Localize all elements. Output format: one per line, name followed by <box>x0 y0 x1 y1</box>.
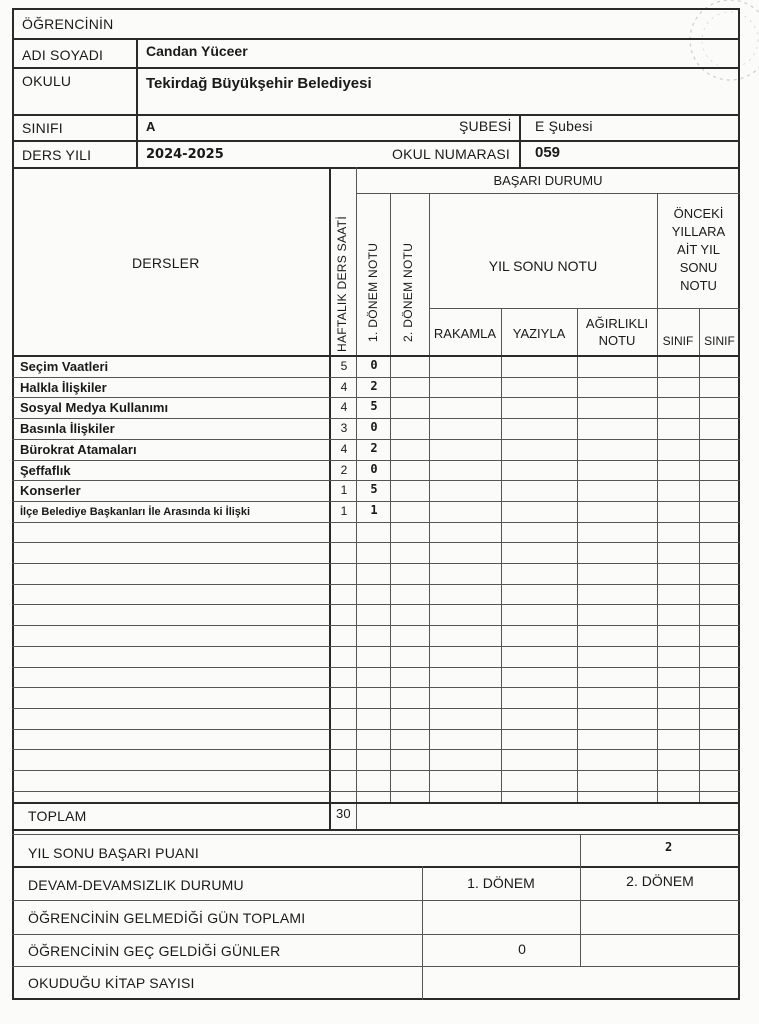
row-divider <box>12 770 740 771</box>
score-value: 2 <box>665 840 673 854</box>
subject-term1-grade: 0 <box>370 420 378 434</box>
class-label: SINIFI <box>22 120 63 136</box>
absent-days-label: ÖĞRENCİNİN GELMEDİĞİ GÜN TOPLAMI <box>28 910 306 926</box>
subject-name: İlçe Belediye Başkanları İle Arasında ki İlişki <box>20 506 251 518</box>
row-divider <box>12 708 740 709</box>
class-a-header: SINIF <box>662 334 694 348</box>
subject-term1-grade: 1 <box>370 503 378 517</box>
row-divider <box>12 687 740 688</box>
subject-weekly-hours: 4 <box>340 400 348 414</box>
subject-weekly-hours: 4 <box>340 380 348 394</box>
numeric-header: RAKAMLA <box>433 326 497 341</box>
subject-term1-grade: 5 <box>370 482 378 496</box>
row-divider <box>12 729 740 730</box>
subject-weekly-hours: 3 <box>340 421 348 435</box>
name-label: ADI SOYADI <box>22 47 104 63</box>
year-end-header: YIL SONU NOTU <box>488 258 598 274</box>
subject-name: Şeffaflık <box>20 463 71 478</box>
row-divider <box>12 460 740 461</box>
row-divider <box>12 791 740 792</box>
subject-weekly-hours: 5 <box>340 359 348 373</box>
row-divider <box>12 377 740 378</box>
name-value: Candan Yüceer <box>146 43 248 59</box>
weighted-header-2: NOTU <box>598 333 636 348</box>
row-divider <box>12 667 740 668</box>
row-divider <box>12 646 740 647</box>
row-divider <box>12 625 740 626</box>
subject-term1-grade: 0 <box>370 358 378 372</box>
late-days-label: ÖĞRENCİNİN GEÇ GELDİĞİ GÜNLER <box>28 943 281 959</box>
prev-years-header-4: SONU <box>679 260 718 275</box>
row-divider <box>12 501 740 502</box>
number-value: 059 <box>535 144 561 161</box>
row-divider <box>12 418 740 419</box>
subject-term1-grade: 2 <box>370 441 378 455</box>
attendance-label: DEVAM-DEVAMSIZLIK DURUMU <box>28 877 244 893</box>
row-divider <box>12 480 740 481</box>
subject-weekly-hours: 1 <box>340 504 348 518</box>
row-divider <box>12 584 740 585</box>
row-divider <box>12 522 740 523</box>
subjects-header: DERSLER <box>132 255 200 271</box>
school-label: OKULU <box>22 73 72 89</box>
subject-weekly-hours: 4 <box>340 442 348 456</box>
class-b-header: SINIF <box>704 334 735 348</box>
subject-name: Seçim Vaatleri <box>20 359 109 374</box>
branch-value: E Şubesi <box>535 118 593 134</box>
score-label: YIL SONU BAŞARI PUANI <box>28 845 199 861</box>
subject-term1-grade: 5 <box>370 399 378 413</box>
success-header: BAŞARI DURUMU <box>493 173 603 188</box>
subject-name: Bürokrat Atamaları <box>20 442 137 457</box>
subject-name: Konserler <box>20 483 81 498</box>
row-divider <box>12 397 740 398</box>
student-title: ÖĞRENCİNİN <box>22 16 114 32</box>
subject-name: Basınla İlişkiler <box>20 421 115 436</box>
subject-weekly-hours: 2 <box>340 463 348 477</box>
subject-name: Sosyal Medya Kullanımı <box>20 400 169 415</box>
books-read-label: OKUDUĞU KİTAP SAYISI <box>28 975 195 991</box>
branch-label: ŞUBESİ <box>459 118 512 134</box>
term1-header: 1. DÖNEM NOTU <box>366 242 380 342</box>
term2-column-label: 2. DÖNEM <box>626 873 694 889</box>
written-header: YAZIYLA <box>512 326 566 341</box>
subject-term1-grade: 2 <box>370 379 378 393</box>
year-label: DERS YILI <box>22 147 92 163</box>
total-label: TOPLAM <box>28 808 87 824</box>
row-divider <box>12 439 740 440</box>
term2-header: 2. DÖNEM NOTU <box>401 242 415 342</box>
subject-weekly-hours: 1 <box>340 483 348 497</box>
row-divider <box>12 563 740 564</box>
prev-years-header-1: ÖNCEKİ <box>673 206 724 221</box>
term1-column-label: 1. DÖNEM <box>467 875 535 891</box>
prev-years-header-5: NOTU <box>680 278 717 293</box>
row-divider <box>12 604 740 605</box>
subject-name: Halkla İlişkiler <box>20 380 107 395</box>
school-value: Tekirdağ Büyükşehir Belediyesi <box>146 75 372 92</box>
weekly-hours-header: HAFTALIK DERS SAATİ <box>335 216 349 352</box>
weighted-header-1: AĞIRLIKLI <box>585 316 649 331</box>
prev-years-header-2: YILLARA <box>671 224 726 239</box>
class-value: A <box>146 119 156 134</box>
row-divider <box>12 749 740 750</box>
number-label: OKUL NUMARASI <box>392 146 510 162</box>
subject-term1-grade: 0 <box>370 462 378 476</box>
row-divider <box>12 542 740 543</box>
year-value: 2024-2025 <box>146 147 224 162</box>
late-days-term1-value: 0 <box>518 941 526 957</box>
prev-years-header-3: AİT YIL <box>677 242 720 257</box>
total-value: 30 <box>336 806 351 821</box>
